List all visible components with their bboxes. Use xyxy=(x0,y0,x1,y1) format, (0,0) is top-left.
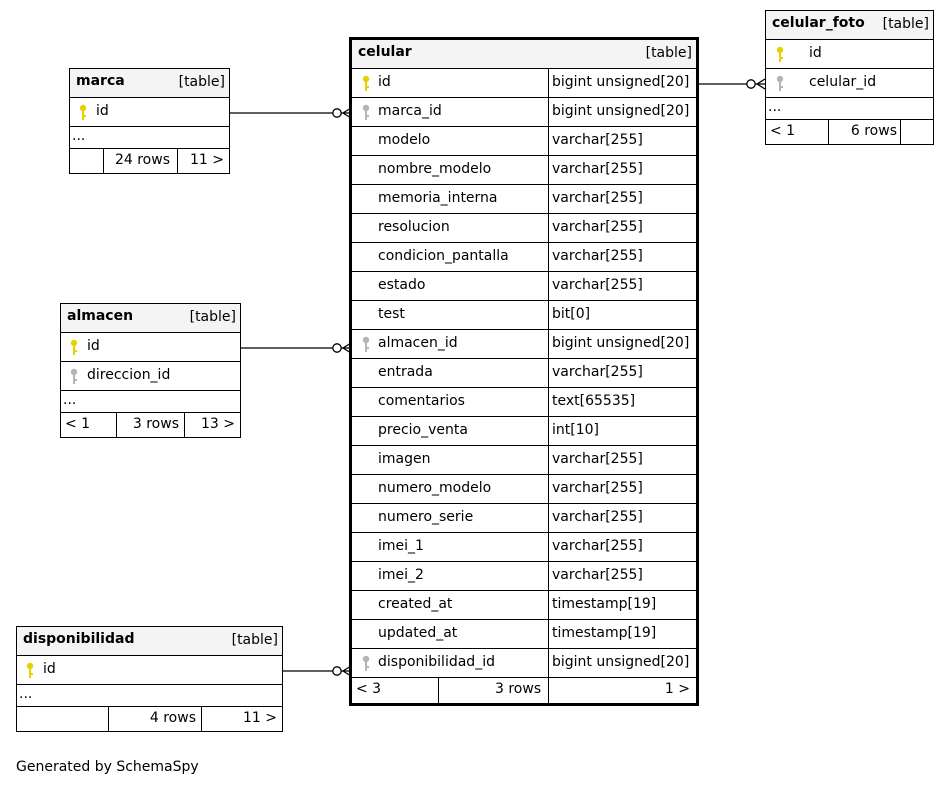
column-name: estado xyxy=(378,277,426,293)
column-row[interactable] xyxy=(61,362,240,391)
ellipsis: ... xyxy=(768,99,782,115)
column-type: bigint unsigned[20] xyxy=(552,335,690,351)
column-type: varchar[255] xyxy=(552,277,643,293)
table-footer xyxy=(61,413,240,437)
column-row[interactable] xyxy=(352,330,696,359)
column-type: varchar[255] xyxy=(552,480,643,496)
table-disponibilidad[interactable] xyxy=(16,626,283,732)
column-name: updated_at xyxy=(378,625,458,641)
generated-by-note: Generated by SchemaSpy xyxy=(16,759,199,775)
column-name: almacen_id xyxy=(378,335,458,351)
table-header xyxy=(352,40,696,69)
ellipsis: ... xyxy=(63,392,77,408)
column-row[interactable] xyxy=(352,475,696,504)
ellipsis-row xyxy=(766,98,933,120)
table-kind: [table] xyxy=(882,16,929,32)
column-name: nombre_modelo xyxy=(378,161,492,177)
column-type: varchar[255] xyxy=(552,451,643,467)
row-count: 3 rows xyxy=(132,416,179,432)
column-row[interactable] xyxy=(352,127,696,156)
celular-columns xyxy=(352,69,696,678)
primary-key-icon xyxy=(775,46,785,63)
column-row[interactable] xyxy=(766,40,933,69)
column-type: varchar[255] xyxy=(552,190,643,206)
link-disponibilidad-celular xyxy=(283,666,351,676)
table-footer xyxy=(352,678,696,703)
column-name: entrada xyxy=(378,364,433,380)
column-name: modelo xyxy=(378,132,431,148)
column-name: memoria_interna xyxy=(378,190,498,206)
column-type: varchar[255] xyxy=(552,364,643,380)
column-name: celular_id xyxy=(809,74,877,90)
parents-link[interactable]: < 3 xyxy=(356,681,382,697)
row-count: 3 rows xyxy=(495,681,542,697)
column-name: test xyxy=(378,306,405,322)
column-name: imei_2 xyxy=(378,567,424,583)
column-type: bigint unsigned[20] xyxy=(552,103,690,119)
foreign-key-icon xyxy=(361,336,371,353)
column-row[interactable] xyxy=(352,185,696,214)
table-footer xyxy=(17,707,282,731)
primary-key-icon xyxy=(25,662,35,679)
row-count: 6 rows xyxy=(850,123,897,139)
link-almacen-celular xyxy=(241,343,351,353)
column-type: varchar[255] xyxy=(552,219,643,235)
column-type: varchar[255] xyxy=(552,248,643,264)
primary-key-icon xyxy=(361,75,371,92)
foreign-key-icon xyxy=(69,368,79,385)
column-name: id xyxy=(809,45,822,61)
table-celular_foto[interactable] xyxy=(765,10,934,145)
children-link[interactable]: 11 > xyxy=(243,710,277,726)
column-row[interactable] xyxy=(352,504,696,533)
column-name: resolucion xyxy=(378,219,450,235)
table-almacen[interactable] xyxy=(60,303,241,438)
column-row[interactable] xyxy=(352,620,696,649)
ellipsis-row xyxy=(61,391,240,413)
column-type: bigint unsigned[20] xyxy=(552,654,690,670)
children-link[interactable]: 1 > xyxy=(664,681,690,697)
parents-link[interactable]: < 1 xyxy=(770,123,796,139)
ellipsis-row xyxy=(17,685,282,707)
column-row[interactable] xyxy=(352,533,696,562)
column-row[interactable] xyxy=(352,388,696,417)
column-row[interactable] xyxy=(17,656,282,685)
foreign-key-icon xyxy=(775,75,785,92)
column-type: varchar[255] xyxy=(552,538,643,554)
table-name: disponibilidad xyxy=(23,631,135,647)
ellipsis: ... xyxy=(19,686,33,702)
table-header xyxy=(70,69,229,98)
foreign-key-icon xyxy=(361,104,371,121)
table-name: celular_foto xyxy=(772,15,865,31)
column-name: imagen xyxy=(378,451,431,467)
column-name: marca_id xyxy=(378,103,442,119)
column-row[interactable] xyxy=(352,417,696,446)
table-name: marca xyxy=(76,73,125,89)
column-name: id xyxy=(378,74,391,90)
column-type: text[65535] xyxy=(552,393,636,409)
ellipsis-row xyxy=(70,127,229,149)
primary-key-icon xyxy=(78,104,88,121)
column-type: varchar[255] xyxy=(552,509,643,525)
children-link[interactable]: 13 > xyxy=(201,416,235,432)
link-celular-celular_foto xyxy=(697,79,765,89)
table-marca[interactable] xyxy=(69,68,230,174)
column-name: disponibilidad_id xyxy=(378,654,495,670)
column-row[interactable] xyxy=(61,333,240,362)
ellipsis: ... xyxy=(72,128,86,144)
column-type: timestamp[19] xyxy=(552,596,657,612)
parents-link[interactable]: < 1 xyxy=(65,416,91,432)
column-row[interactable] xyxy=(70,98,229,127)
row-count: 4 rows xyxy=(149,710,196,726)
column-row[interactable] xyxy=(352,301,696,330)
column-row[interactable] xyxy=(352,69,696,98)
column-name: precio_venta xyxy=(378,422,468,438)
column-row[interactable] xyxy=(352,98,696,127)
table-kind: [table] xyxy=(178,74,225,90)
column-type: timestamp[19] xyxy=(552,625,657,641)
column-name: numero_serie xyxy=(378,509,474,525)
column-row[interactable] xyxy=(352,649,696,678)
table-footer xyxy=(766,120,933,144)
column-name: condicion_pantalla xyxy=(378,248,509,264)
link-marca-celular xyxy=(230,108,351,118)
column-name: direccion_id xyxy=(87,367,171,383)
column-name: id xyxy=(87,338,100,354)
column-row[interactable] xyxy=(352,214,696,243)
children-link[interactable]: 11 > xyxy=(190,152,224,168)
column-name: imei_1 xyxy=(378,538,424,554)
column-type: bigint unsigned[20] xyxy=(552,74,690,90)
table-name: celular xyxy=(358,44,412,60)
table-header xyxy=(766,11,933,40)
column-row[interactable] xyxy=(352,272,696,301)
column-row[interactable] xyxy=(352,591,696,620)
table-kind: [table] xyxy=(231,632,278,648)
column-name: created_at xyxy=(378,596,453,612)
table-kind: [table] xyxy=(189,309,236,325)
column-row[interactable] xyxy=(352,156,696,185)
primary-key-icon xyxy=(69,339,79,356)
column-name: id xyxy=(96,103,109,119)
table-header xyxy=(61,304,240,333)
column-row[interactable] xyxy=(352,359,696,388)
column-type: bit[0] xyxy=(552,306,591,322)
table-name: almacen xyxy=(67,308,134,324)
row-count: 24 rows xyxy=(114,152,170,168)
column-row[interactable] xyxy=(352,446,696,475)
table-kind: [table] xyxy=(645,45,692,61)
table-celular[interactable] xyxy=(349,37,699,706)
table-header xyxy=(17,627,282,656)
column-name: comentarios xyxy=(378,393,465,409)
foreign-key-icon xyxy=(361,655,371,672)
column-type: varchar[255] xyxy=(552,567,643,583)
column-type: int[10] xyxy=(552,422,599,438)
column-type: varchar[255] xyxy=(552,132,643,148)
column-row[interactable] xyxy=(352,562,696,591)
column-type: varchar[255] xyxy=(552,161,643,177)
column-row[interactable] xyxy=(352,243,696,272)
column-name: numero_modelo xyxy=(378,480,492,496)
column-row[interactable] xyxy=(766,69,933,98)
table-footer xyxy=(70,149,229,173)
column-name: id xyxy=(43,661,56,677)
